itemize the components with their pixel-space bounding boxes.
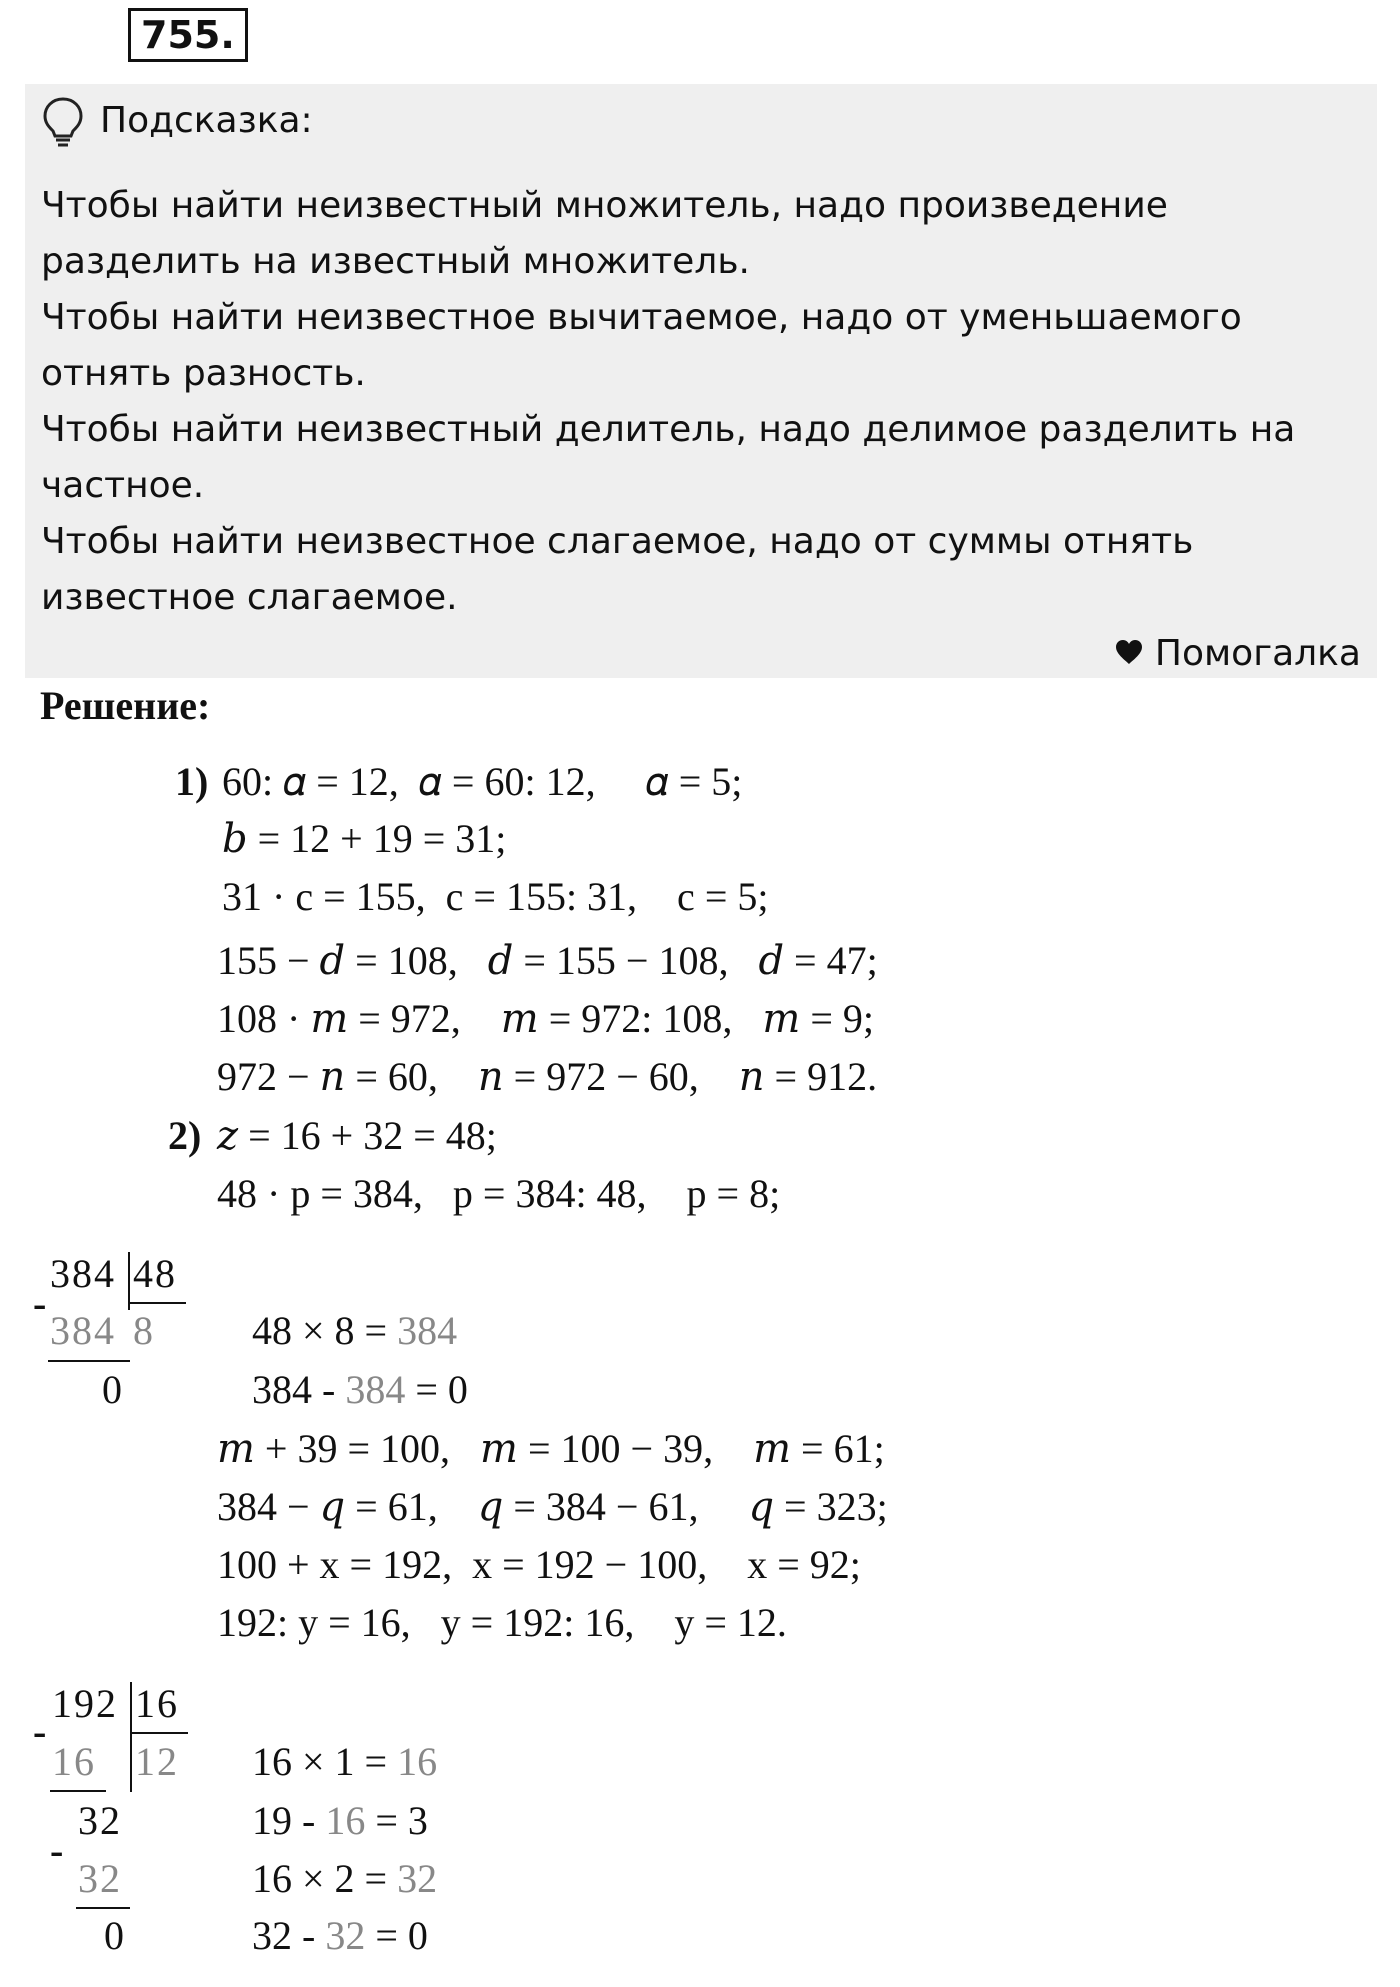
hint-title: Подсказка: <box>100 100 313 141</box>
division-bar <box>130 1682 132 1792</box>
equation-line: 60: 𝛼 = 12, 𝛼 = 60: 12, 𝛼 = 5; <box>222 759 743 804</box>
divisor: 48 <box>133 1251 177 1296</box>
divisor: 16 <box>135 1681 179 1726</box>
subtraction-line <box>76 1907 130 1909</box>
equation-line: 108 · 𝑚 = 972, 𝑚 = 972: 108, 𝑚 = 9; <box>217 996 875 1041</box>
lightbulb-icon <box>41 96 85 153</box>
brand-name: Помогалка <box>1154 633 1361 674</box>
equation-line: 31 · c = 155, c = 155: 31, c = 5; <box>222 874 769 919</box>
check-line: 16 × 1 = 16 <box>252 1739 438 1784</box>
hint-paragraph: Чтобы найти неизвестное вычитаемое, надо от уменьшаемого отнять разность. <box>41 297 1242 394</box>
remainder: 0 <box>102 1367 124 1412</box>
check-line: 19 - 16 = 3 <box>252 1798 428 1843</box>
equation-line: 155 − 𝑑 = 108, 𝑑 = 155 − 108, 𝑑 = 47; <box>217 938 878 983</box>
hint-paragraph: Чтобы найти неизвестный делитель, надо делимое разделить на частное. <box>41 409 1296 506</box>
solution-title: Решение: <box>40 683 211 728</box>
minus-sign: - <box>33 1709 47 1754</box>
subtrahend: 384 <box>50 1308 116 1353</box>
check-line: 384 - 384 = 0 <box>252 1367 468 1412</box>
equation-line: 𝑧 = 16 + 32 = 48; <box>217 1113 497 1158</box>
check-line: 16 × 2 = 32 <box>252 1856 438 1901</box>
equation-line: 384 − 𝑞 = 61, 𝑞 = 384 − 61, 𝑞 = 323; <box>217 1484 888 1529</box>
dividend: 192 <box>52 1681 118 1726</box>
hint-text <box>41 178 1361 626</box>
check-line: 32 - 32 = 0 <box>252 1913 428 1958</box>
hint-box <box>25 84 1377 678</box>
check-line: 48 × 8 = 384 <box>252 1308 458 1353</box>
subtrahend: 16 <box>52 1739 96 1784</box>
equation-line: 972 − 𝑛 = 60, 𝑛 = 972 − 60, 𝑛 = 912. <box>217 1054 878 1099</box>
equation-line: 𝑏 = 12 + 19 = 31; <box>222 816 507 861</box>
quotient: 8 <box>133 1308 155 1353</box>
divisor-underline <box>130 1732 188 1734</box>
equation-line: 48 · p = 384, p = 384: 48, p = 8; <box>217 1171 781 1216</box>
subtrahend: 32 <box>78 1856 122 1901</box>
part2-label: 2) <box>168 1113 202 1158</box>
dividend: 384 <box>50 1251 116 1296</box>
subtraction-line <box>50 1790 106 1792</box>
remainder: 0 <box>104 1913 126 1958</box>
heart-icon <box>1115 633 1143 674</box>
hint-paragraph: Чтобы найти неизвестное слагаемое, надо от суммы отнять известное слагаемое. <box>41 521 1194 618</box>
brand-link[interactable] <box>1115 633 1361 674</box>
equation-line: 192: y = 16, y = 192: 16, y = 12. <box>217 1600 787 1645</box>
subtraction-line <box>48 1360 130 1362</box>
divisor-underline <box>128 1302 186 1304</box>
intermediate: 32 <box>78 1798 122 1843</box>
minus-sign: - <box>33 1281 47 1326</box>
quotient: 12 <box>135 1739 179 1784</box>
task-number: 755. <box>128 8 248 62</box>
equation-line: 100 + x = 192, x = 192 − 100, x = 92; <box>217 1542 861 1587</box>
part1-label: 1) <box>175 759 209 804</box>
minus-sign: - <box>50 1828 64 1873</box>
equation-line: 𝑚 + 39 = 100, 𝑚 = 100 − 39, 𝑚 = 61; <box>217 1426 885 1471</box>
hint-paragraph: Чтобы найти неизвестный множитель, надо произведение разделить на известный множитель. <box>41 185 1168 282</box>
